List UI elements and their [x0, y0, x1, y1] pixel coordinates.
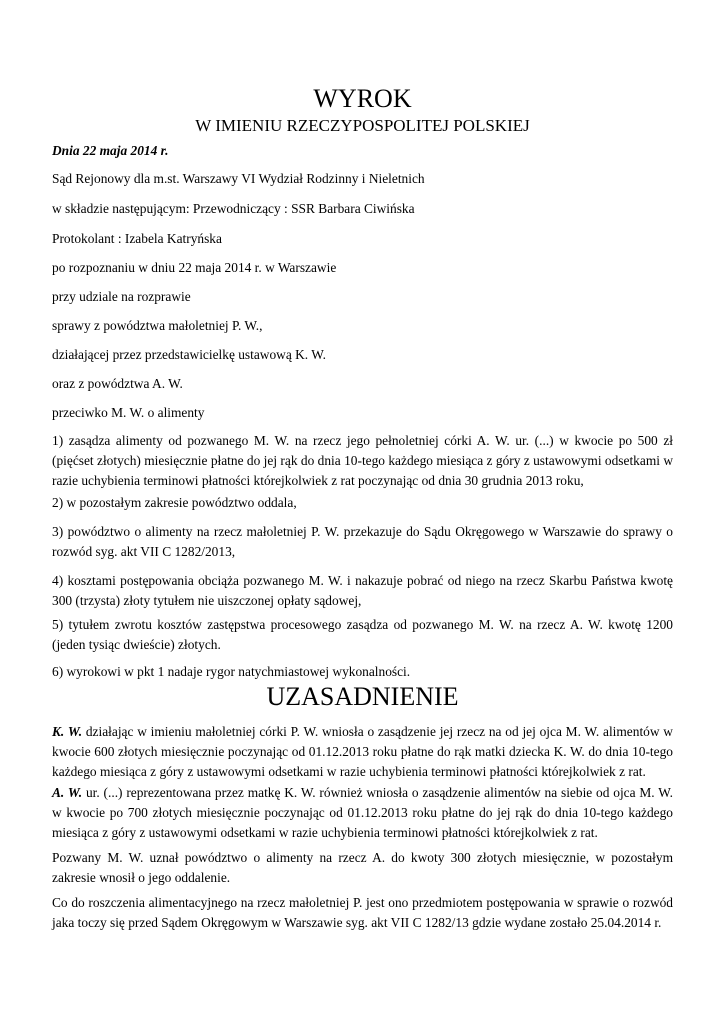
- case-plaintiff: sprawy z powództwa małoletniej P. W.,: [52, 318, 263, 333]
- paragraph-text: działając w imieniu małoletniej córki P. W. wniosła o zasądzenie jej rzecz na od jej ojca M. W. alimentów w kwocie 600 złotych miesięcznie poczynając od 01.12.2013 roku płatne do rąk matki dziecka K. W. do dnia 10-tego każdego miesiąca z góry z ustawowymi odsetkami w razie uchybienia terminowi płatności którejkolwiek z rat.: [52, 724, 673, 779]
- paragraph-lead-name: A. W.: [52, 785, 83, 800]
- verdict-item-2: 2) w pozostałym zakresie powództwo oddala,: [52, 495, 297, 510]
- paragraph-lead-name: K. W.: [52, 724, 83, 739]
- verdict-item-3: 3) powództwo o alimenty na rzecz małoletniej P. W. przekazuje do Sądu Okręgowego w Warszawie do sprawy o rozwód syg. akt VII C 1282/2013,: [52, 524, 673, 559]
- justification-heading: UZASADNIENIE: [266, 682, 459, 711]
- justification-paragraph-3: Pozwany M. W. uznał powództwo o alimenty na rzecz A. do kwoty 300 złotych miesięcznie, w pozostałym zakresie wnosił o jego oddalenie.: [52, 850, 673, 885]
- verdict-item-5: 5) tytułem zwrotu kosztów zastępstwa procesowego zasądza od pozwanego M. W. na rzecz A. W. kwotę 1200 (jeden tysiąc dwieście) złotych.: [52, 617, 673, 652]
- judgment-date: Dnia 22 maja 2014 r.: [52, 143, 169, 158]
- paragraph-text: ur. (...) reprezentowana przez matkę K. W. również wniosła o zasądzenie alimentów na siebie od ojca M. W. w kwocie po 700 złotych miesięcznie poczynając od 01.12.2013 roku płatne do jej rąk do dnia 10-tego każdego miesiąca z góry z ustawowymi odsetkami w razie uchybienia terminowi płatności którejkolwiek z rat.: [52, 785, 673, 840]
- court-composition: w składzie następującym: Przewodniczący : SSR Barbara Ciwińska: [52, 201, 415, 216]
- hearing-date: po rozpoznaniu w dniu 22 maja 2014 r. w Warszawie: [52, 260, 337, 275]
- court-clerk: Protokolant : Izabela Katryńska: [52, 231, 222, 246]
- document-subtitle: W IMIENIU RZECZYPOSPOLITEJ POLSKIEJ: [195, 116, 530, 135]
- case-defendant: przeciwko M. W. o alimenty: [52, 405, 205, 420]
- court-name: Sąd Rejonowy dla m.st. Warszawy VI Wydział Rodzinny i Nieletnich: [52, 171, 425, 186]
- second-plaintiff: oraz z powództwa A. W.: [52, 376, 183, 391]
- verdict-item-1: 1) zasądza alimenty od pozwanego M. W. na rzecz jego pełnoletniej córki A. W. ur. (...) w kwocie po 500 zł (pięćset złotych) miesięcznie płatne do jej rąk do dnia 10-tego każdego miesiąca z góry z ustawowymi odsetkami w razie uchybienia terminowi płatności którejkolwiek z rat poczynając od dnia 30 grudnia 2013 roku,: [52, 433, 673, 488]
- justification-paragraph-4: Co do roszczenia alimentacyjnego na rzecz małoletniej P. jest ono przedmiotem postępowania w sprawie o rozwód jaka toczy się przed Sądem Okręgowym w Warszawie syg. akt VII C 1282/13 gdzie wydane zostało 25.04.2014 r.: [52, 895, 673, 930]
- plaintiff-representative: działającej przez przedstawicielkę ustawową K. W.: [52, 347, 327, 362]
- justification-paragraph-1: [52, 722, 673, 782]
- document-title: WYROK: [313, 84, 412, 113]
- verdict-item-6: 6) wyrokowi w pkt 1 nadaje rygor natychmiastowej wykonalności.: [52, 664, 411, 679]
- verdict-item-4: 4) kosztami postępowania obciąża pozwanego M. W. i nakazuje pobrać od niego na rzecz Skarbu Państwa kwotę 300 (trzysta) złoty tytułem nie uiszczonej opłaty sądowej,: [52, 573, 673, 608]
- hearing-participation: przy udziale na rozprawie: [52, 289, 191, 304]
- justification-paragraph-2: [52, 783, 673, 843]
